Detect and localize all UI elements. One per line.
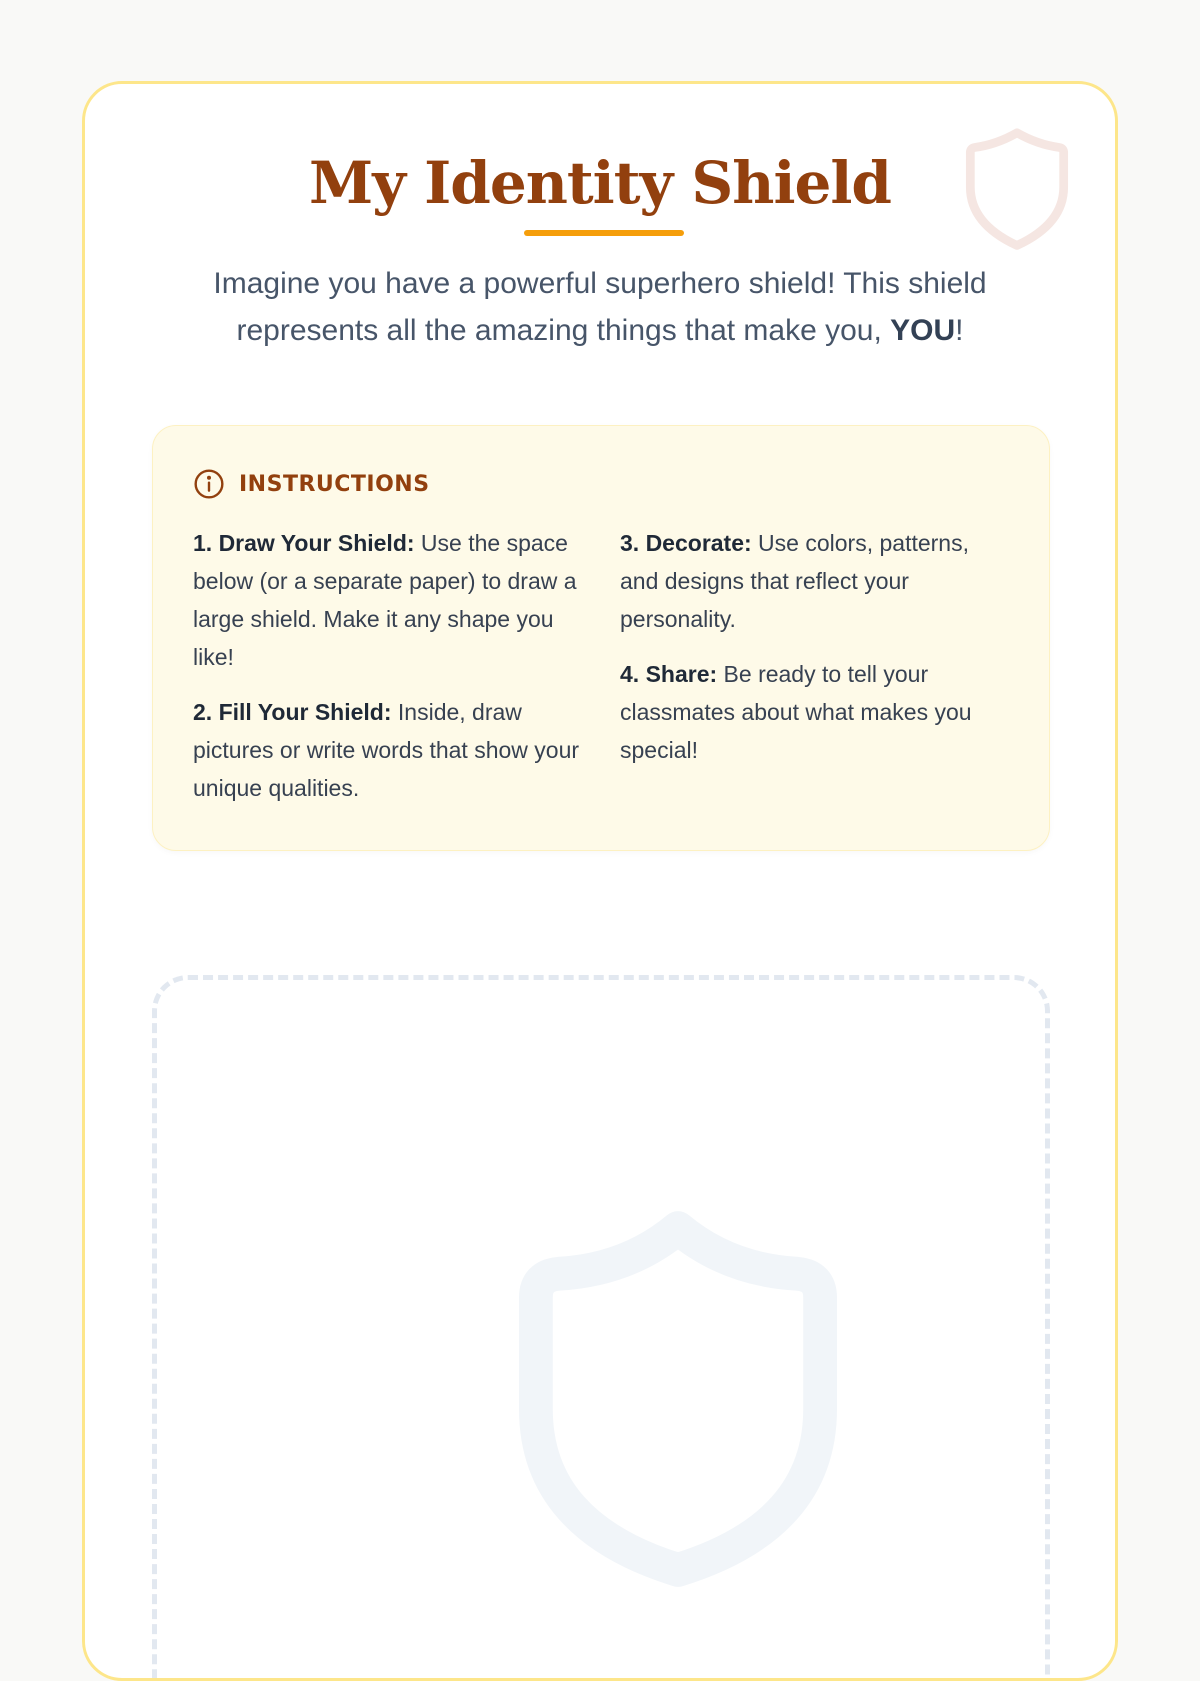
step-label: 4. Share: [620, 661, 718, 687]
page-title: My Identity Shield [309, 149, 891, 217]
step-text: Use colors, patterns, and designs that reflect your personality. [620, 530, 969, 632]
instructions-column-right [620, 524, 1009, 824]
step-text: Be ready to tell your classmates about what makes you special! [620, 661, 972, 763]
intro-emphasis: YOU [890, 314, 956, 347]
instructions-column-left [193, 524, 582, 824]
title-underline [524, 230, 684, 236]
shield-icon [519, 1209, 837, 1589]
intro-text [165, 260, 1035, 354]
step-label: 2. Fill Your Shield: [193, 699, 392, 725]
step-label: 1. Draw Your Shield: [193, 530, 415, 556]
instructions-columns [193, 524, 1009, 824]
instruction-step-2 [193, 693, 582, 807]
intro-text-end: ! [955, 314, 964, 347]
step-label: 3. Decorate: [620, 530, 752, 556]
instructions-title: INSTRUCTIONS [239, 471, 430, 497]
instruction-step-4 [620, 655, 1009, 769]
shield-drawing-area[interactable] [152, 975, 1050, 1681]
instructions-header [193, 466, 1009, 502]
intro-text-main: Imagine you have a powerful superhero shield! This shield represents all the amazing things that make you, [213, 267, 987, 347]
instruction-step-1 [193, 524, 582, 676]
step-text: Use the space below (or a separate paper) to draw a large shield. Make it any shape you like! [193, 530, 577, 670]
info-icon [193, 468, 225, 500]
step-text: Inside, draw pictures or write words that show your unique qualities. [193, 699, 580, 801]
instructions-box [152, 425, 1050, 851]
worksheet-card [82, 81, 1118, 1681]
instruction-step-3 [620, 524, 1009, 638]
